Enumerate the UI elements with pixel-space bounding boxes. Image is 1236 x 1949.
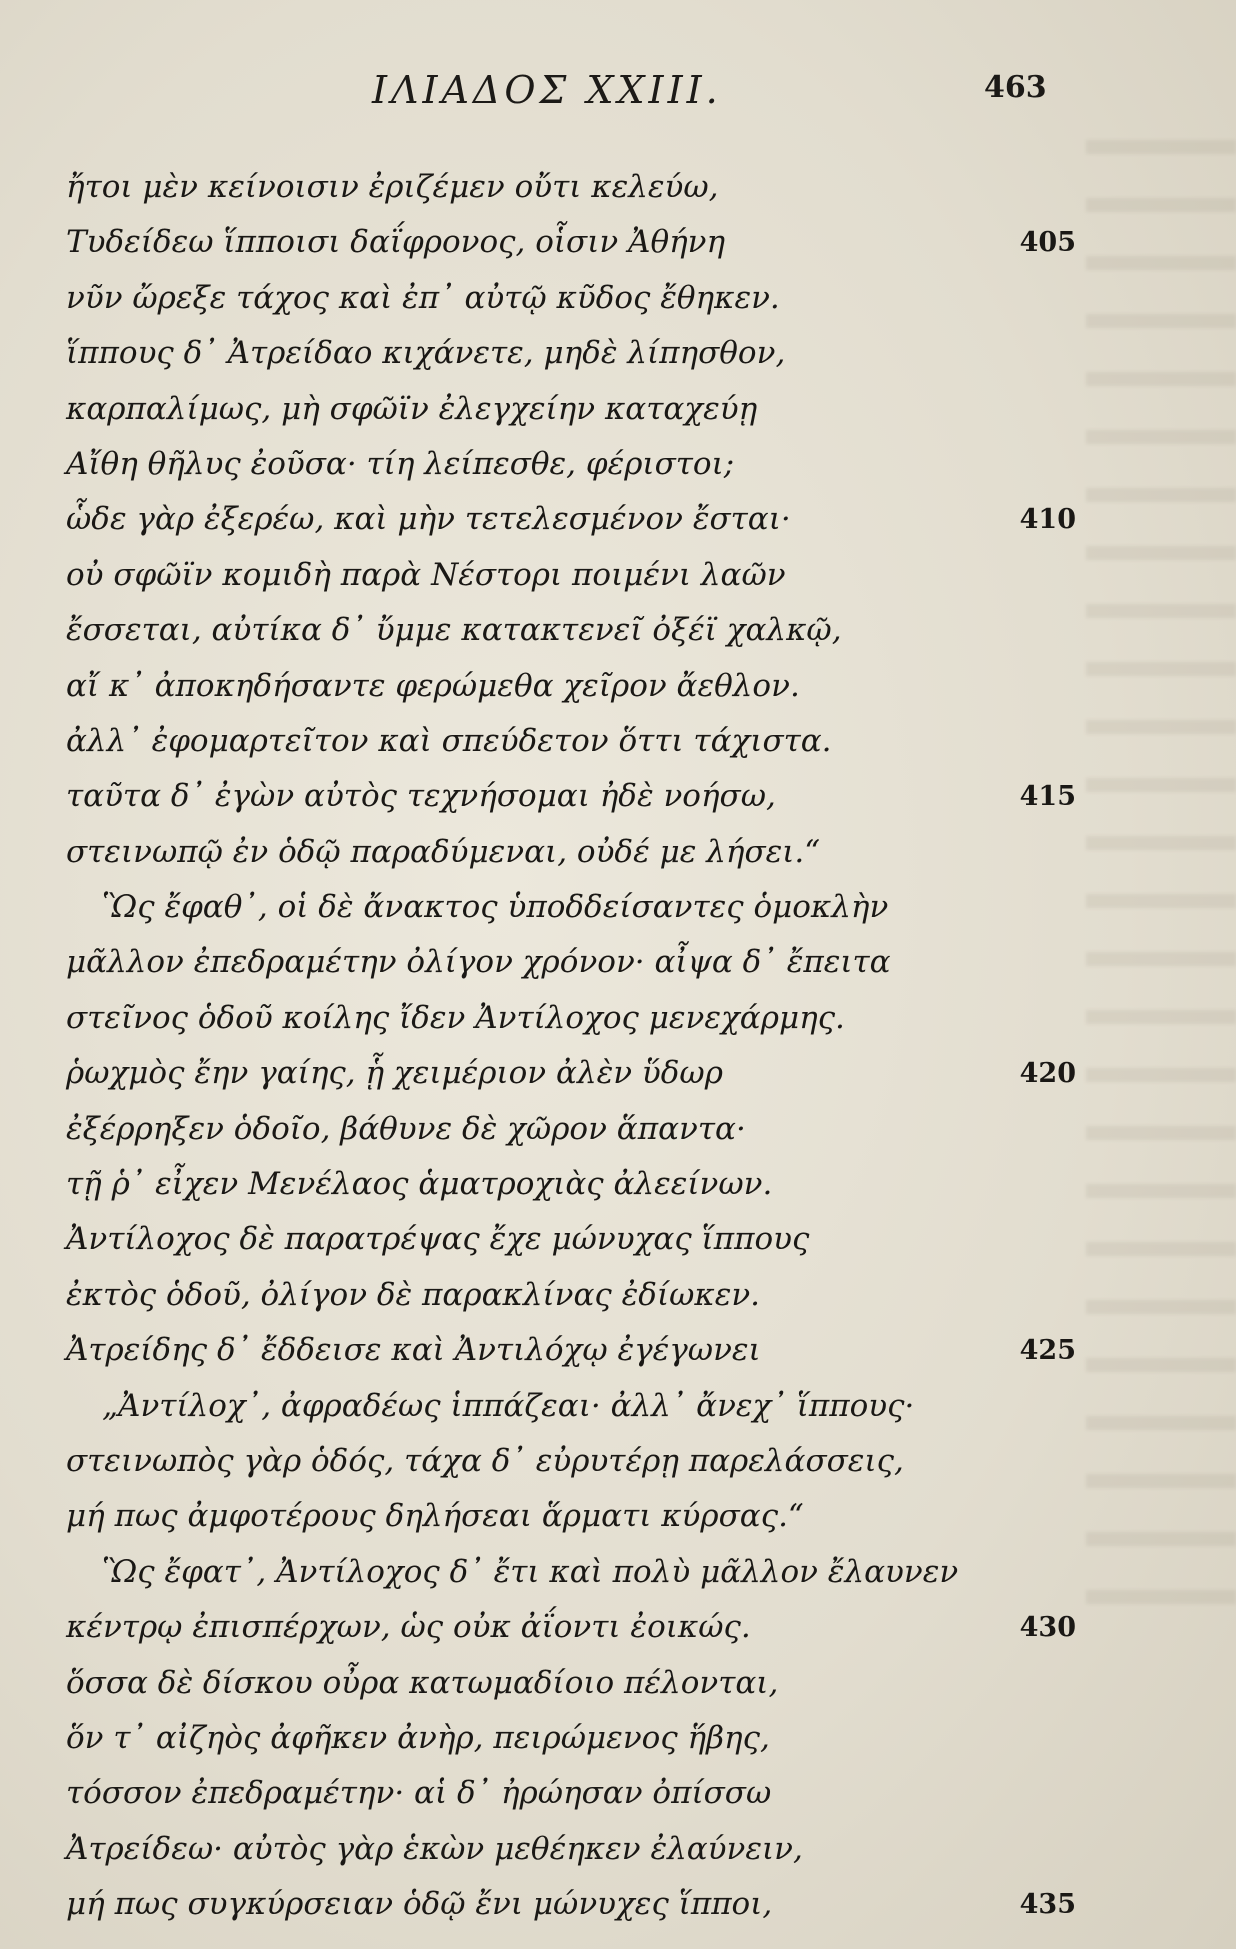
verse-line [66, 1434, 1076, 1489]
verse-line [66, 1212, 1076, 1267]
line-number: 410 [1019, 504, 1076, 536]
verse-text: ἵππους δ᾽ Ἀτρείδαο κιχάνετε, μηδὲ λίπησθον, [66, 335, 786, 372]
verse-text: Αἴθη θῆλυς ἐοῦσα· τίη λείπεσθε, φέριστοι; [66, 445, 735, 482]
verse-line [66, 1268, 1076, 1323]
bleed-through-shadow [1086, 140, 1236, 1640]
line-number: 430 [1019, 1612, 1076, 1644]
line-number: 405 [1019, 227, 1076, 259]
verse-line [66, 548, 1076, 603]
verse-text: Ὣς ἔφατ᾽, Ἀντίλοχος δ᾽ ἔτι καὶ πολὺ μᾶλλον ἔλαυνεν [102, 1553, 959, 1590]
verse-line [66, 1379, 1076, 1434]
verse-text: στεῖνος ὁδοῦ κοίλης ἴδεν Ἀντίλοχος μενεχάρμης. [66, 999, 845, 1036]
verse-text: Ἀτρείδης δ᾽ ἔδδεισε καὶ Ἀντιλόχῳ ἐγέγωνει [66, 1332, 761, 1369]
verse-text: ῥωχμὸς ἔην γαίης, ᾗ χειμέριον ἀλὲν ὕδωρ [66, 1055, 723, 1092]
line-number: 415 [1019, 781, 1076, 813]
verse-text: ὧδε γὰρ ἐξερέω, καὶ μὴν τετελεσμένον ἔσται· [66, 501, 791, 538]
verse-text: ἐκτὸς ὁδοῦ, ὀλίγον δὲ παρακλίνας ἐδίωκεν. [66, 1276, 761, 1313]
verse-line [66, 769, 1076, 824]
verse-line [66, 1323, 1076, 1378]
verse-line [66, 1656, 1076, 1711]
verse-text: ὅν τ᾽ αἰζηὸς ἀφῆκεν ἀνὴρ, πειρώμενος ἥβης, [66, 1719, 770, 1756]
verse-text: αἴ κ᾽ ἀποκηδήσαντε φερώμεθα χεῖρον ἄεθλον. [66, 667, 800, 704]
verse-text: ἐξέρρηξεν ὁδοῖο, βάθυνε δὲ χῶρον ἅπαντα· [66, 1110, 746, 1147]
verse-text: μή πως ἀμφοτέρους δηλήσεαι ἅρματι κύρσας.“ [66, 1498, 804, 1535]
line-number: 425 [1019, 1335, 1076, 1367]
verse-text: οὐ σφῶϊν κομιδὴ παρὰ Νέστορι ποιμένι λαῶν [66, 556, 786, 593]
verse-text: τῇ ῥ᾽ εἶχεν Μενέλαος ἁματροχιὰς ἀλεείνων. [66, 1166, 773, 1203]
verse-text: μᾶλλον ἐπεδραμέτην ὀλίγον χρόνον· αἶψα δ᾽ ἔπειτα [66, 944, 891, 981]
verse-line [66, 603, 1076, 658]
verse-text: καρπαλίμως, μὴ σφῶϊν ἐλεγχείην καταχεύῃ [66, 390, 758, 427]
verse-line [66, 1822, 1076, 1877]
verse-text: ὅσσα δὲ δίσκου οὖρα κατωμαδίοιο πέλονται, [66, 1664, 779, 1701]
verse-line [66, 714, 1076, 769]
verse-line [66, 382, 1076, 437]
verse-line [66, 1545, 1076, 1600]
page-number: 463 [984, 70, 1047, 105]
verse-text: „Ἀντίλοχ᾽, ἀφραδέως ἱππάζεαι· ἀλλ᾽ ἄνεχ᾽ ἵππους· [102, 1387, 915, 1424]
verse-text: ἀλλ᾽ ἐφομαρτεῖτον καὶ σπεύδετον ὅττι τάχιστα. [66, 722, 832, 759]
verse-line [66, 659, 1076, 714]
verse-line [66, 437, 1076, 492]
verse-block [66, 160, 1076, 1933]
verse-line [66, 991, 1076, 1046]
verse-text: στεινωπῷ ἐν ὁδῷ παραδύμεναι, οὐδέ με λήσει.“ [66, 833, 821, 870]
verse-line [66, 1600, 1076, 1655]
verse-line [66, 1877, 1076, 1932]
verse-line [66, 880, 1076, 935]
verse-text: Ἀντίλοχος δὲ παρατρέψας ἔχε μώνυχας ἵππους [66, 1221, 810, 1258]
verse-line [66, 326, 1076, 381]
running-title: ΙΛΙΑΔΟΣ XXIII. [372, 68, 722, 112]
verse-line [66, 1711, 1076, 1766]
verse-line [66, 1046, 1076, 1101]
verse-text: ἤτοι μὲν κείνοισιν ἐριζέμεν οὔτι κελεύω, [66, 169, 719, 205]
verse-line [66, 1102, 1076, 1157]
verse-text: νῦν ὤρεξε τάχος καὶ ἐπ᾽ αὐτῷ κῦδος ἔθηκεν. [66, 279, 780, 316]
verse-text: κέντρῳ ἐπισπέρχων, ὡς οὐκ ἀΐοντι ἐοικώς. [66, 1609, 751, 1646]
page-header [0, 68, 1236, 128]
verse-text: ταῦτα δ᾽ ἐγὼν αὐτὸς τεχνήσομαι ἠδὲ νοήσω, [66, 778, 776, 815]
verse-line [66, 271, 1076, 326]
verse-line [66, 160, 1076, 215]
verse-text: στεινωπὸς γὰρ ὁδός, τάχα δ᾽ εὐρυτέρῃ παρελάσσεις, [66, 1442, 904, 1479]
verse-line [66, 935, 1076, 990]
line-number: 420 [1019, 1058, 1076, 1090]
verse-text: Ἀτρείδεω· αὐτὸς γὰρ ἑκὼν μεθέηκεν ἐλαύνειν, [66, 1830, 803, 1867]
verse-line [66, 1766, 1076, 1821]
line-number: 435 [1019, 1889, 1076, 1921]
verse-text: μή πως συγκύρσειαν ὁδῷ ἔνι μώνυχες ἵπποι, [66, 1886, 773, 1923]
verse-line [66, 1489, 1076, 1544]
verse-text: Ὣς ἔφαθ᾽, οἱ δὲ ἄνακτος ὑποδδείσαντες ὁμοκλὴν [102, 889, 889, 926]
verse-line [66, 1157, 1076, 1212]
verse-line [66, 215, 1076, 270]
verse-line [66, 492, 1076, 547]
verse-text: Τυδείδεω ἵπποισι δαΐφρονος, οἷσιν Ἀθήνη [66, 224, 726, 261]
verse-line [66, 825, 1076, 880]
verse-text: ἔσσεται, αὐτίκα δ᾽ ὔμμε κατακτενεῖ ὀξέϊ χαλκῷ, [66, 612, 842, 649]
verse-text: τόσσον ἐπεδραμέτην· αἱ δ᾽ ἠρώησαν ὀπίσσω [66, 1775, 772, 1812]
